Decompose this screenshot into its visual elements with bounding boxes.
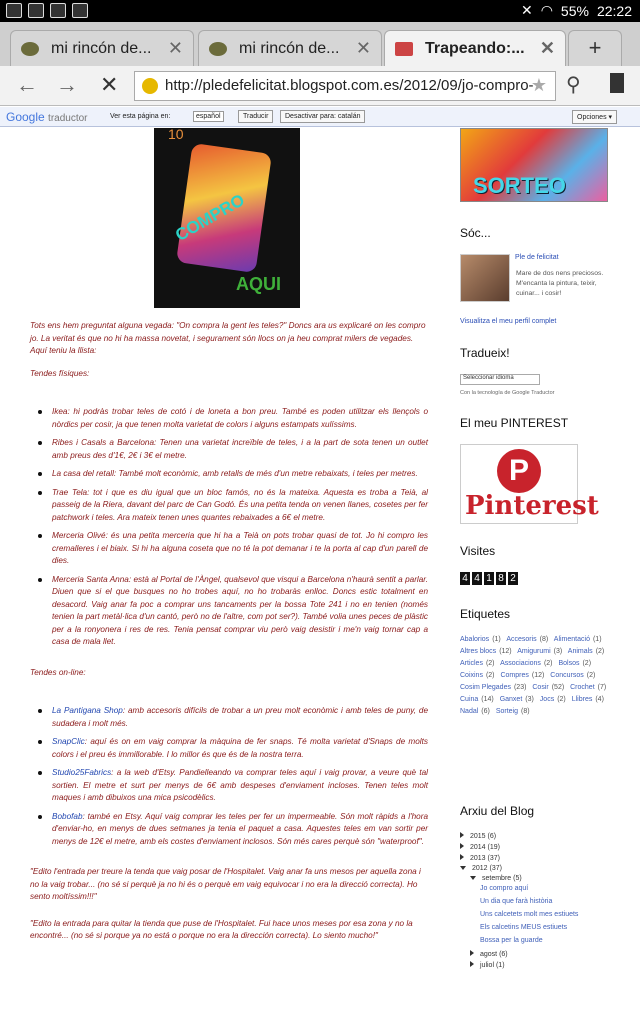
bookmarks-icon[interactable]: [610, 73, 624, 93]
list-item: Ikea: hi podràs trobar teles de cotó i de loneta a bon preu. També es poden utilitzar els llençols o nòrdics per cosir, ja que tenen molta varietat de colors i alguns estampats xulíssims.: [30, 406, 428, 431]
blog-archive: [460, 832, 620, 972]
archive-year[interactable]: 2013 (37): [460, 854, 620, 862]
search-icon[interactable]: ⚲: [566, 74, 581, 96]
edit-note-spanish: "Edito la entrada para quitar la tienda que puse de l'Hospitalet. Fui hace unos meses por esa zona y no la encontré... (no sé si porque ya no está o porque no era la dirección correcta). Lo siento mucho!": [30, 918, 413, 940]
store-link[interactable]: Studio25Fabrics: [52, 768, 112, 777]
profile-description: Mare de dos nens preciosos. M'encanta la pintura, teixir, cuinar... i cosir!: [516, 270, 604, 297]
label-count: (2): [595, 648, 605, 655]
archive-month[interactable]: juliol (1): [460, 961, 620, 969]
edit-note-catalan: "Edito l'entrada per treure la tenda que vaig posar de l'Hospitalet. Vaig anar fa uns mesos per aquella zona i no la vaig trobar... (no sé si perquè ja no hi és o perquè em vaig equivocar i no era la direcció correcta). Ho sento moltíssim!!!": [30, 867, 421, 901]
label-link[interactable]: Alimentació: [553, 636, 590, 643]
disable-translate-button[interactable]: Desactivar para: catalán: [280, 110, 365, 123]
clock: 22:22: [596, 2, 632, 19]
mute-icon: ✕: [520, 2, 533, 18]
counter-digit: 8: [496, 572, 506, 585]
translate-options-button[interactable]: Opciones ▾: [572, 110, 617, 124]
calendar-icon: [50, 3, 66, 18]
language-select[interactable]: Seleccionar idioma: [460, 374, 540, 385]
label-count: (2): [557, 696, 566, 703]
label-count: (3): [553, 648, 563, 655]
tab-strip: [0, 22, 640, 66]
sorteo-banner[interactable]: [460, 128, 608, 202]
expand-icon: [460, 843, 464, 849]
close-icon[interactable]: ✕: [355, 38, 371, 58]
site-favicon-icon: [21, 42, 39, 56]
label-count: (1): [592, 636, 602, 643]
pinterest-icon: P: [497, 449, 541, 493]
tab-title: Trapeando:...: [425, 39, 525, 57]
label-link[interactable]: Compres: [500, 672, 529, 679]
labels-heading: Etiquetes: [460, 607, 511, 621]
powered-by-text: Con la tecnología de Google Traductor: [460, 390, 555, 396]
label-count: (2): [543, 660, 553, 667]
stop-loading-icon[interactable]: ✕: [100, 72, 119, 97]
url-text: http://pledefelicitat.blogspot.com.es/2012/09/jo-compro-: [165, 77, 534, 94]
counter-digit: 4: [460, 572, 470, 585]
translate-button[interactable]: Traducir: [238, 110, 273, 123]
close-icon[interactable]: ✕: [167, 38, 183, 58]
archive-year[interactable]: 2014 (19): [460, 843, 620, 851]
collapse-icon: [460, 866, 466, 870]
hero-aqui-text: AQUI: [236, 274, 281, 294]
list-item: Studio25Fabrics: a la web d'Etsy. Pandielleando va comprar teles aquí i vaig provar, a veure què tal sortien. El metre et surt per menys de 6€ amb despeses d'enviament incloses. Tenen teles molt maques i amb dibuixos una mica psicodèlics.: [30, 767, 428, 805]
soc-heading: Sóc...: [460, 226, 491, 240]
browser-tab-2[interactable]: [198, 30, 382, 66]
archive-post-link[interactable]: Jo compro aquí: [480, 885, 529, 892]
label-link[interactable]: Accesoris: [506, 636, 537, 643]
list-item: La casa del retall: També molt econòmic, amb retalls de més d'un metre rebaixats, i teles per metres.: [30, 468, 428, 481]
sorteo-text: SORTEO: [473, 173, 566, 198]
store-link[interactable]: La Pantigana Shop: [52, 706, 123, 715]
translate-heading: Tradueix!: [460, 346, 510, 360]
view-profile-link[interactable]: Visualitza el meu perfil complet: [460, 318, 557, 325]
label-count: (52): [551, 684, 565, 691]
label-count: (23): [513, 684, 527, 691]
label-link[interactable]: Nadal: [460, 708, 479, 715]
tab-title: mi rincón de...: [239, 39, 340, 57]
archive-year[interactable]: 2012 (37): [460, 865, 620, 872]
label-link[interactable]: Sorteig: [495, 708, 518, 715]
notification-icons: [6, 3, 88, 18]
list-item: SnapClic: aquí és on em vaig comprar la màquina de fer snaps. Té molta varietat d'Snaps de molts colors i el preu és immillorable. I lo millor és que és de la nostra terra.: [30, 736, 428, 761]
profile-name-link[interactable]: Ple de felicitat: [515, 254, 559, 261]
expand-icon: [460, 854, 464, 860]
label-count: (12): [531, 672, 545, 679]
avatar[interactable]: [460, 254, 510, 302]
hero-number: 10: [168, 128, 184, 142]
pinterest-wordmark: Pinterest: [465, 491, 599, 521]
physical-stores-heading: Tendes físiques:: [30, 368, 90, 378]
post-body: [30, 320, 428, 953]
label-count: (3): [525, 696, 534, 703]
expand-icon: [460, 832, 464, 838]
browser-tab-active[interactable]: [384, 30, 566, 66]
store-link[interactable]: Bobofab: [52, 811, 83, 821]
label-link[interactable]: Concursos: [550, 672, 584, 679]
site-favicon-icon: [395, 42, 413, 56]
google-translate-bar: [0, 107, 640, 127]
translate-question: Ver esta página en:: [110, 113, 171, 120]
label-count: (4): [595, 696, 604, 703]
archive-month[interactable]: agost (6): [460, 950, 620, 958]
translate-language-select[interactable]: español: [193, 111, 224, 122]
collapse-icon: [470, 876, 476, 880]
blog-page: [0, 128, 640, 1024]
archive-post-link[interactable]: Els calcetins MEUS estiuets: [480, 924, 568, 931]
expand-icon: [470, 961, 474, 967]
label-link[interactable]: Bolsos: [558, 660, 580, 667]
new-tab-button[interactable]: +: [568, 30, 622, 66]
label-count: (8): [521, 708, 530, 715]
status-bar: [0, 0, 640, 22]
visits-heading: Visites: [460, 544, 496, 558]
back-arrow-icon[interactable]: ←: [16, 72, 38, 97]
label-link[interactable]: Crochet: [570, 684, 595, 691]
store-link[interactable]: SnapClic: [52, 737, 85, 746]
url-bar[interactable]: [134, 71, 556, 101]
label-link[interactable]: Associacions: [500, 660, 541, 667]
archive-heading: Arxiu del Blog: [460, 804, 535, 818]
browser-toolbar: [0, 66, 640, 106]
archive-post-link[interactable]: Un dia que farà història: [480, 898, 553, 905]
label-link[interactable]: Coixins: [460, 672, 483, 679]
label-link[interactable]: Amigurumi: [517, 648, 551, 655]
facebook-icon: [72, 3, 88, 18]
list-item: Merceria Olivé: és una petita merceria que hi ha a Teià on pots trobar quasi de tot. Jo hi compro les cremalleres i el biaix. Si hi ha alguna coseta que no té la pot demanar i te la porta al cap d'un parell de dies.: [30, 530, 428, 568]
label-link[interactable]: Cuina: [460, 696, 479, 703]
label-count: (2): [485, 660, 495, 667]
list-item: Trae Tela: tot i que es diu igual que un bloc famós, no és la mateixa. Aquesta es troba a Teià, al passeig de la Riera, davant del parc de Can Godó. És una petita tenda on venen llanes, cosetes per fer patchwork i teles. Ara mateix tenen unes quantes rebaixades a 6€ el metre.: [30, 487, 428, 525]
visit-counter: [460, 572, 518, 585]
battery-level: 55%: [560, 2, 589, 19]
label-link[interactable]: Cosir: [532, 684, 549, 691]
label-count: (8): [539, 636, 549, 643]
expand-icon: [470, 950, 474, 956]
label-cloud: [460, 634, 620, 718]
forward-arrow-icon[interactable]: →: [56, 72, 78, 97]
label-count: (2): [586, 672, 596, 679]
archive-year[interactable]: 2015 (6): [460, 832, 620, 840]
archive-post-link[interactable]: Uns calcetets molt mes estiuets: [480, 911, 579, 918]
label-count: (12): [499, 648, 512, 655]
label-link[interactable]: Altres blocs: [460, 648, 497, 655]
online-stores-heading: Tendes on-line:: [30, 667, 86, 677]
label-link[interactable]: Ganxet: [499, 696, 523, 703]
gallery-icon: [6, 3, 22, 18]
label-link[interactable]: Llibres: [571, 696, 593, 703]
loading-favicon-icon: [142, 78, 158, 94]
list-item: Bobofab: també en Etsy. Aquí vaig comprar les teles per fer un impermeable. Són molt ràpids a l'hora d'enviar-ho, en menys de dues setmanes ja tenia el paquet a casa. Aquestes teles em van sortir per menys de 12€ el metre, amb els costes d'enviament inclosos. Són més cares perquè són "waterproof".: [30, 811, 428, 849]
label-count: (14): [481, 696, 494, 703]
star-icon[interactable]: ★: [530, 75, 547, 95]
post-intro: Tots ens hem preguntat alguna vegada: "On compra la gent les teles?" Doncs ara us explicaré on les compro jo. La veritat és que no hi ha massa novetat, i segurament són llocs on ja heu comprat milers de vegades. Aquí teniu la llista:: [30, 321, 426, 355]
online-stores-list: [30, 705, 428, 848]
archive-post-link[interactable]: Bossa per la guarde: [480, 937, 543, 944]
label-count: (2): [582, 660, 592, 667]
counter-digit: 2: [508, 572, 518, 585]
tab-title: mi rincón de...: [51, 39, 152, 57]
archive-month[interactable]: setembre (5): [460, 875, 620, 882]
label-count: (6): [481, 708, 490, 715]
site-favicon-icon: [209, 42, 227, 56]
pinterest-badge[interactable]: [460, 444, 599, 524]
label-link[interactable]: Cosim Plegades: [460, 684, 511, 691]
close-icon[interactable]: ✕: [539, 38, 555, 58]
label-count: (2): [485, 672, 495, 679]
hero-compro-text: COMPRO: [172, 190, 248, 245]
pinterest-heading: El meu PINTEREST: [460, 416, 569, 430]
browser-tab-1[interactable]: [10, 30, 194, 66]
physical-stores-list: [30, 406, 428, 649]
label-link[interactable]: Abalorios: [460, 636, 490, 643]
post-hero-image: [154, 128, 300, 308]
counter-digit: 1: [484, 572, 494, 585]
label-count: (1): [492, 636, 501, 643]
list-item: Ribes i Casals a Barcelona: Tenen una varietat increïble de teles, i a la part de sota tenen un outlet amb preus des d'1€, 2€ i 3€ el metre.: [30, 437, 428, 462]
wifi-icon: ◠: [540, 2, 553, 18]
office-icon: [28, 3, 44, 18]
list-item: La Pantigana Shop: amb accesoris difícils de trobar a un preu molt econòmic i amb teles de puny, de sudadera i molt més.: [30, 705, 428, 730]
counter-digit: 4: [472, 572, 482, 585]
label-count: (7): [597, 684, 607, 691]
label-link[interactable]: Animals: [567, 648, 593, 655]
label-link[interactable]: Articles: [460, 660, 483, 667]
google-translate-logo: Google traductor: [6, 110, 88, 124]
list-item: Merceria Santa Anna: està al Portal de l'Àngel, qualsevol que visqui a Barcelona n'haurà sentit a parlar. Diuen que si el que busques no ho trobes aquí, no ho trobaràs enlloc. Doncs estic totalment en desacord. Vaig anar fa poc a comprar uns tancaments per la bossa Tote 241 i no en tenien (només tenien la part metàl·lica d'un cantó, però no de l'altre, com pot ser?). També volia unes peces de plàstic per a la ronyonera i res de res. Tenia pensat comprar viu però vaig desistir i me'n vaig tornar cap a casa de mala llet.: [30, 574, 428, 649]
label-link[interactable]: Jocs: [539, 696, 555, 703]
